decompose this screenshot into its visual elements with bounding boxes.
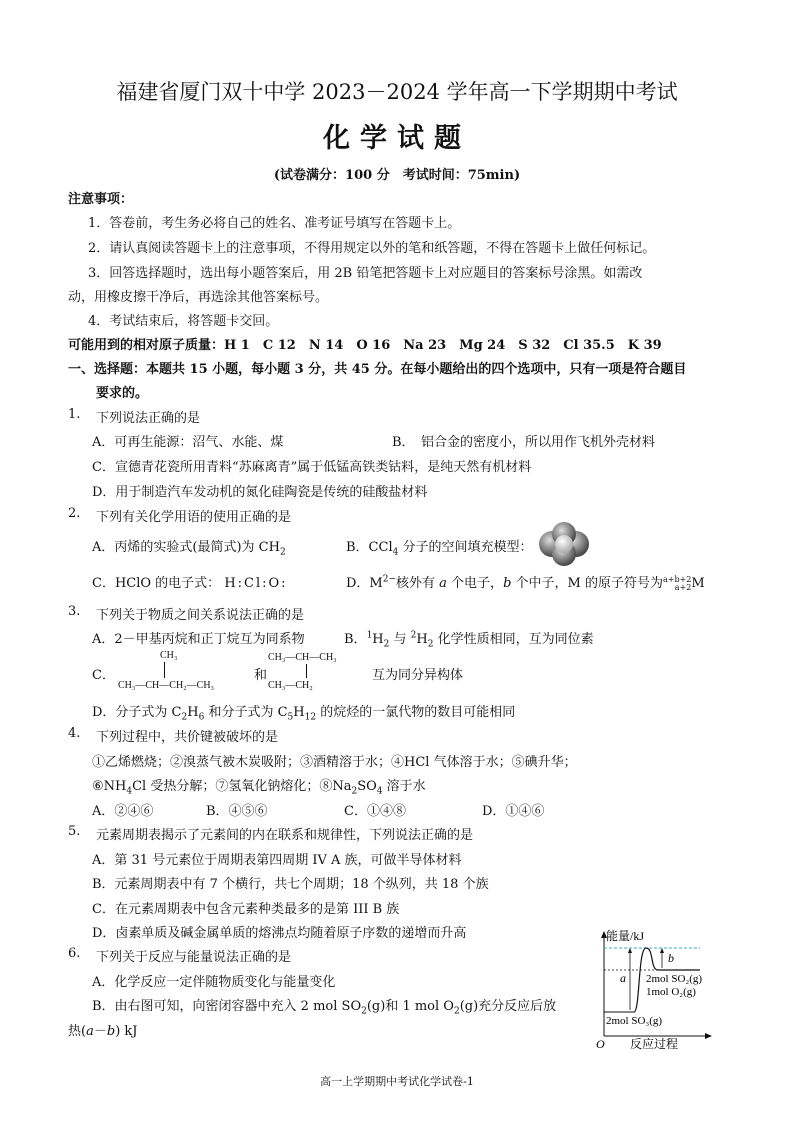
option-d xyxy=(346,572,705,592)
electron-formula: H:Cl:O: xyxy=(224,576,288,591)
reactant-o2: 1mol O₂(g) xyxy=(646,986,696,998)
arrow-a-head xyxy=(628,948,632,953)
label-a: a xyxy=(620,971,626,985)
element-symbol: M xyxy=(691,576,705,591)
process-list: ①乙烯燃烧；②溴蒸气被木炭吸附；③酒精溶于水；④HCl 气体溶于水；⑤碘升华； xyxy=(92,755,577,770)
question-stem: 下列说法正确的是 xyxy=(96,411,201,426)
option-b: B． 铝合金的密度小，所以用作飞机外壳材料 xyxy=(392,435,656,450)
subscript: 5 xyxy=(287,712,294,723)
question-number: 2. xyxy=(68,506,81,521)
question-number: 5. xyxy=(68,824,81,839)
option-b xyxy=(92,995,556,1017)
option-b-text: B．由右图可知，向密闭容器中充入 2 mol SO xyxy=(92,999,362,1014)
option-c-text: 互为同分异构体 xyxy=(372,668,464,683)
question-stem: 下列关于反应与能量说法正确的是 xyxy=(96,950,292,965)
option-c xyxy=(92,572,288,591)
option-d-text: 和分子式为 C xyxy=(204,705,288,720)
option-b: B．④⑤⑥ xyxy=(206,804,268,819)
subscript: 2 xyxy=(361,1006,367,1017)
subscript: 12 xyxy=(304,712,317,723)
option-b-text: 热( xyxy=(68,1024,87,1039)
and-text: 和 xyxy=(254,668,268,683)
question-number: 3. xyxy=(68,604,81,619)
option-c-text: C．HClO 的电子式： xyxy=(92,576,221,591)
structure2-chain: CH₃—CH—CH₃ xyxy=(268,652,337,663)
option-b-text: 分子的空间填充模型： xyxy=(398,540,533,555)
atomic-masses: 可能用到的相对原子质量：H 1 C 12 N 14 O 16 Na 23 Mg 24 S 32 Cl 35.5 K 39 xyxy=(68,338,662,353)
energy-diagram xyxy=(588,926,712,1050)
option-a-text: A．丙烯的实验式(最简式)为 CH xyxy=(92,540,280,555)
notice-item: 4．考试结束后，将答题卡交回。 xyxy=(88,314,279,329)
question-number: 4. xyxy=(68,726,81,741)
subscript: 2 xyxy=(427,639,434,650)
process-list xyxy=(92,775,426,797)
exam-meta: (试卷满分：100 分 考试时间：75min) xyxy=(273,168,521,183)
option-d-text: 的烷烃的一氯代物的数目可能相同 xyxy=(316,705,516,720)
option-d: D．卤素单质及碱金属单质的熔沸点均随着原子序数的递增而升高 xyxy=(92,926,467,941)
variable-b: b xyxy=(106,1024,116,1039)
label-b: b xyxy=(668,951,674,965)
option-c: C．宣德青花瓷所用青料“苏麻离青”属于低锰高铁类钴料，是纯天然有机材料 xyxy=(92,460,532,475)
reactant-so2: 2mol SO₂(g) xyxy=(646,973,703,985)
option-d-text: D．分子式为 C xyxy=(92,705,182,720)
option-b xyxy=(344,628,594,650)
subscript: 4 xyxy=(126,786,133,797)
notice-item: 3．回答选择题时，选出每小题答案后，用 2B 铅笔把答题卡上对应题目的答案标号涂黑。如需改 xyxy=(88,266,643,281)
option-a xyxy=(92,536,286,558)
x-axis-arrow xyxy=(705,1033,712,1039)
option-c: C．①④⑧ xyxy=(344,804,406,819)
bond-line xyxy=(164,662,165,678)
option-c-label: C． xyxy=(92,668,115,683)
bond-line xyxy=(306,664,307,678)
subject-title: 化学试题 xyxy=(323,123,471,154)
section-heading: 一、选择题：本题共 15 小题，每小题 3 分，共 45 分。在每小题给出的四个选项中，只有一项是符合题目 xyxy=(68,362,687,377)
notice-item: 动，用橡皮擦干净后，再选涂其他答案标号。 xyxy=(68,290,329,305)
option-a: A．②④⑥ xyxy=(92,804,154,819)
atomic-number: a+2 xyxy=(674,582,692,592)
subscript: 2 xyxy=(279,547,286,558)
question-number: 6. xyxy=(68,946,81,961)
option-b-text: 与 xyxy=(389,632,411,647)
option-b-text: B．CCl xyxy=(346,540,393,555)
superscript: 2 xyxy=(410,630,417,641)
origin-label: O xyxy=(596,1037,605,1050)
mass-number: a+b+2 xyxy=(662,574,692,584)
subscript: 2 xyxy=(383,639,390,650)
option-d-text: 个电子， xyxy=(446,576,504,591)
subscript: 2 xyxy=(181,712,188,723)
option-b-text: ) kJ xyxy=(115,1024,138,1039)
structure1-branch: CH₃ xyxy=(160,650,178,661)
option-a: A．第 31 号元素位于周期表第四周期 IV A 族，可做半导体材料 xyxy=(92,853,462,868)
question-stem: 元素周期表揭示了元素间的内在联系和规律性，下列说法正确的是 xyxy=(96,828,474,843)
subscript: 6 xyxy=(198,712,205,723)
superscript: 1 xyxy=(366,630,373,641)
option-d-text: H xyxy=(293,705,305,720)
process-text: 溶于水 xyxy=(382,779,426,794)
option-b-text: 化学性质相同，互为同位素 xyxy=(433,632,594,647)
option-b: B．元素周期表中有 7 个横行，共七个周期；18 个纵列，共 18 个族 xyxy=(92,877,489,892)
option-c: C．在元素周期表中包含元素种类最多的是第 III B 族 xyxy=(92,902,400,917)
question-stem: 下列过程中，共价键被破坏的是 xyxy=(96,730,279,745)
option-d: D．用于制造汽车发动机的氮化硅陶瓷是传统的硅酸盐材料 xyxy=(92,485,428,500)
question-stem: 下列有关化学用语的使用正确的是 xyxy=(96,510,292,525)
variable-b: b xyxy=(503,576,512,591)
notice-heading: 注意事项： xyxy=(68,192,134,207)
question-number: 1. xyxy=(68,407,81,422)
option-b-text: B． xyxy=(344,632,367,647)
nuclide-indices xyxy=(663,576,691,592)
y-axis-label: 能量/kJ xyxy=(606,929,645,943)
subscript: 2 xyxy=(351,786,358,797)
x-axis-label: 反应过程 xyxy=(630,1037,679,1050)
option-d-text: 个中子，M 的原子符号为 xyxy=(511,576,663,591)
superscript: 2− xyxy=(382,574,397,585)
subscript: 2 xyxy=(453,1006,460,1017)
exam-title: 福建省厦门双十中学 2023－2024 学年高一下学期期中考试 xyxy=(116,80,678,104)
option-b-text: (g)充分反应后放 xyxy=(459,999,557,1014)
section-heading-cont: 要求的。 xyxy=(96,386,149,401)
option-d: D．①④⑥ xyxy=(482,804,545,819)
notice-item: 2．请认真阅读答题卡上的注意事项，不得用规定以外的笔和纸答题，不得在答题卡上做任何标记。 xyxy=(88,241,656,256)
option-d-text: 核外有 xyxy=(396,576,440,591)
subscript: 4 xyxy=(392,547,399,558)
process-text: SO xyxy=(357,779,377,794)
process-text: ⑥NH xyxy=(92,779,127,794)
option-b-cont xyxy=(68,1020,137,1039)
structure2-branch: CH₃—CH₂ xyxy=(268,680,313,691)
product-so3: 2mol SO₃(g) xyxy=(606,1015,663,1027)
structure1-chain: CH₃—CH—CH₂—CH₃ xyxy=(118,680,215,691)
question-stem: 下列关于物质之间关系说法正确的是 xyxy=(96,608,305,623)
option-a: A．化学反应一定伴随物质变化与能量变化 xyxy=(92,975,336,990)
option-a: A．2－甲基丙烷和正丁烷互为同系物 xyxy=(92,632,305,647)
variable-a: a xyxy=(439,576,447,591)
option-d-text: D．M xyxy=(346,576,383,591)
option-d-text: H xyxy=(187,705,199,720)
ccl4-space-filling-model xyxy=(532,522,596,566)
arrow-b-head xyxy=(660,948,664,953)
subscript: 4 xyxy=(376,786,383,797)
option-b-text: H xyxy=(416,632,428,647)
option-b-text: (g)和 1 mol O xyxy=(366,999,454,1014)
variable-a: a xyxy=(86,1024,94,1039)
option-d xyxy=(92,701,515,723)
process-text: Cl 受热分解；⑦氢氧化钠熔化；⑧Na xyxy=(132,779,352,794)
option-a: A．可再生能源：沼气、水能、煤 xyxy=(92,435,284,450)
notice-item: 1．答卷前，考生务必将自己的姓名、准考证号填写在答题卡上。 xyxy=(88,216,461,231)
option-b-text: － xyxy=(93,1024,107,1039)
option-b-text: H xyxy=(372,632,384,647)
page-footer: 高一上学期期中考试化学试卷-1 xyxy=(320,1075,474,1088)
option-b xyxy=(346,536,532,558)
